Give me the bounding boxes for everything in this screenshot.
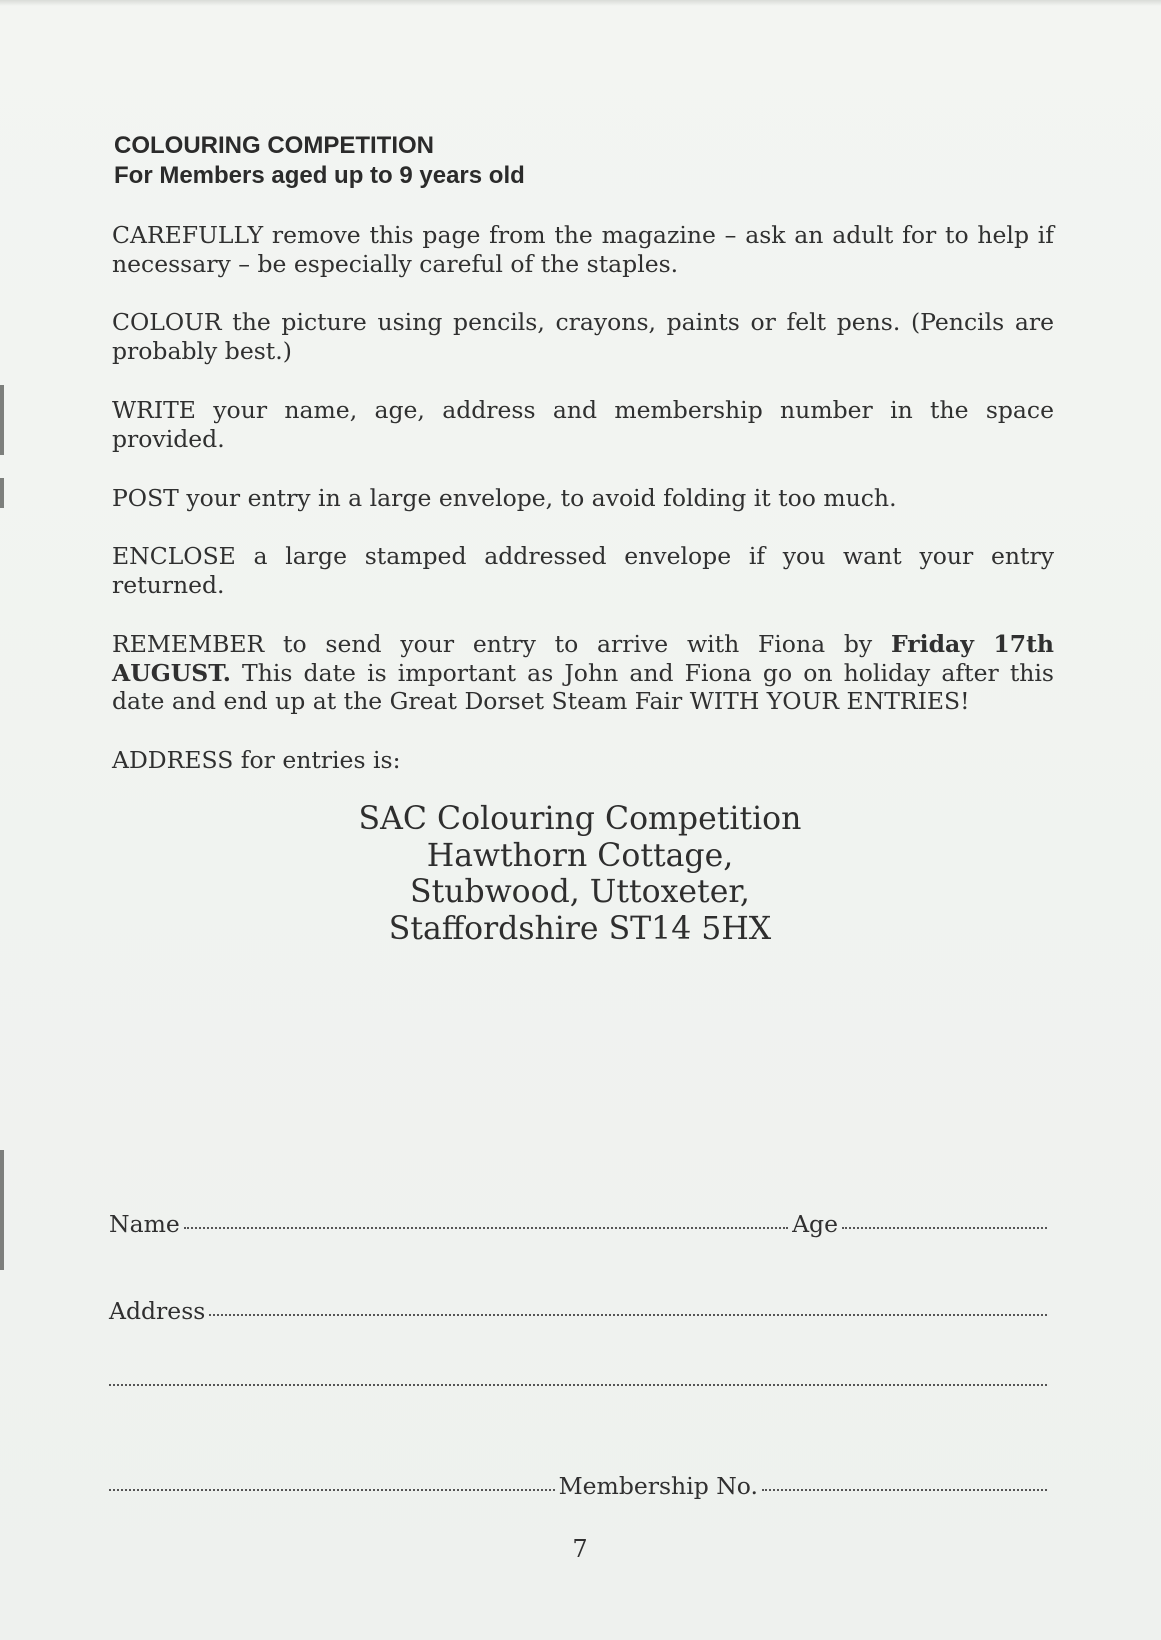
name-label: Name [109,1210,180,1238]
competition-title: COLOURING COMPETITION [114,132,434,159]
address-line-2: Hawthorn Cottage, [426,837,734,874]
instruction-address [112,746,1054,775]
membership-number-field[interactable] [762,1487,1047,1491]
membership-label: Membership No. [558,1472,758,1500]
instruction-keyword: WRITE [112,396,196,424]
instruction-text-after: This date is important as John and Fiona go on holiday after this date and end up at the Great Dorset Steam Fair WITH YOUR ENTRIES! [112,658,1054,715]
instruction-text: a large stamped addressed envelope if you want your entry returned. [112,542,1054,599]
name-field[interactable] [184,1225,788,1229]
address-line-4: Staffordshire ST14 5HX [388,910,772,947]
instruction-carefully [112,221,1054,278]
instruction-text: the picture using pencils, crayons, paints or felt pens. (Pencils are probably best.) [112,308,1054,365]
staple-mark-middle [0,478,4,508]
page-number: 7 [572,1535,588,1563]
staple-mark-bottom [0,1150,4,1270]
page-top-edge [0,0,1161,6]
address-row-2 [109,1385,1051,1415]
postal-address [300,801,860,947]
address-field-line-3[interactable] [109,1487,555,1491]
competition-subtitle: For Members aged up to 9 years old [114,162,525,189]
staple-mark-top [0,385,4,455]
instruction-post [112,484,1054,513]
name-age-row [109,1210,1051,1240]
deadline-date: Friday 17th AUGUST. [112,630,1055,687]
address-label: Address [109,1297,206,1325]
address-line-1: SAC Colouring Competition [358,801,802,837]
instruction-remember [112,630,1054,716]
competition-heading [114,131,525,191]
address-field-line-2[interactable] [109,1382,1047,1386]
instruction-colour [112,308,1054,365]
instruction-text: to send your entry to arrive with Fiona by [264,630,891,658]
instruction-keyword: REMEMBER [112,630,265,658]
membership-row [109,1472,1051,1502]
instruction-text: your name, age, address and membership number in the space provided. [112,396,1054,453]
instruction-keyword: POST [112,484,179,512]
address-field-line-1[interactable] [209,1312,1047,1316]
instruction-keyword: ADDRESS [112,746,234,774]
instruction-keyword: CAREFULLY [112,221,264,249]
address-line-3: Stubwood, Uttoxeter, [410,874,750,910]
instruction-write [112,396,1054,453]
instruction-keyword: COLOUR [112,308,222,336]
instruction-enclose [112,542,1054,599]
address-row [109,1297,1051,1327]
instruction-keyword: ENCLOSE [112,542,236,570]
age-label: Age [792,1210,838,1238]
instruction-text: your entry in a large envelope, to avoid folding it too much. [178,484,897,512]
instruction-text: remove this page from the magazine – ask an adult for to help if necessary – be especially careful of the staples. [112,221,1054,278]
age-field[interactable] [842,1225,1047,1229]
instruction-text: for entries is: [233,746,401,774]
